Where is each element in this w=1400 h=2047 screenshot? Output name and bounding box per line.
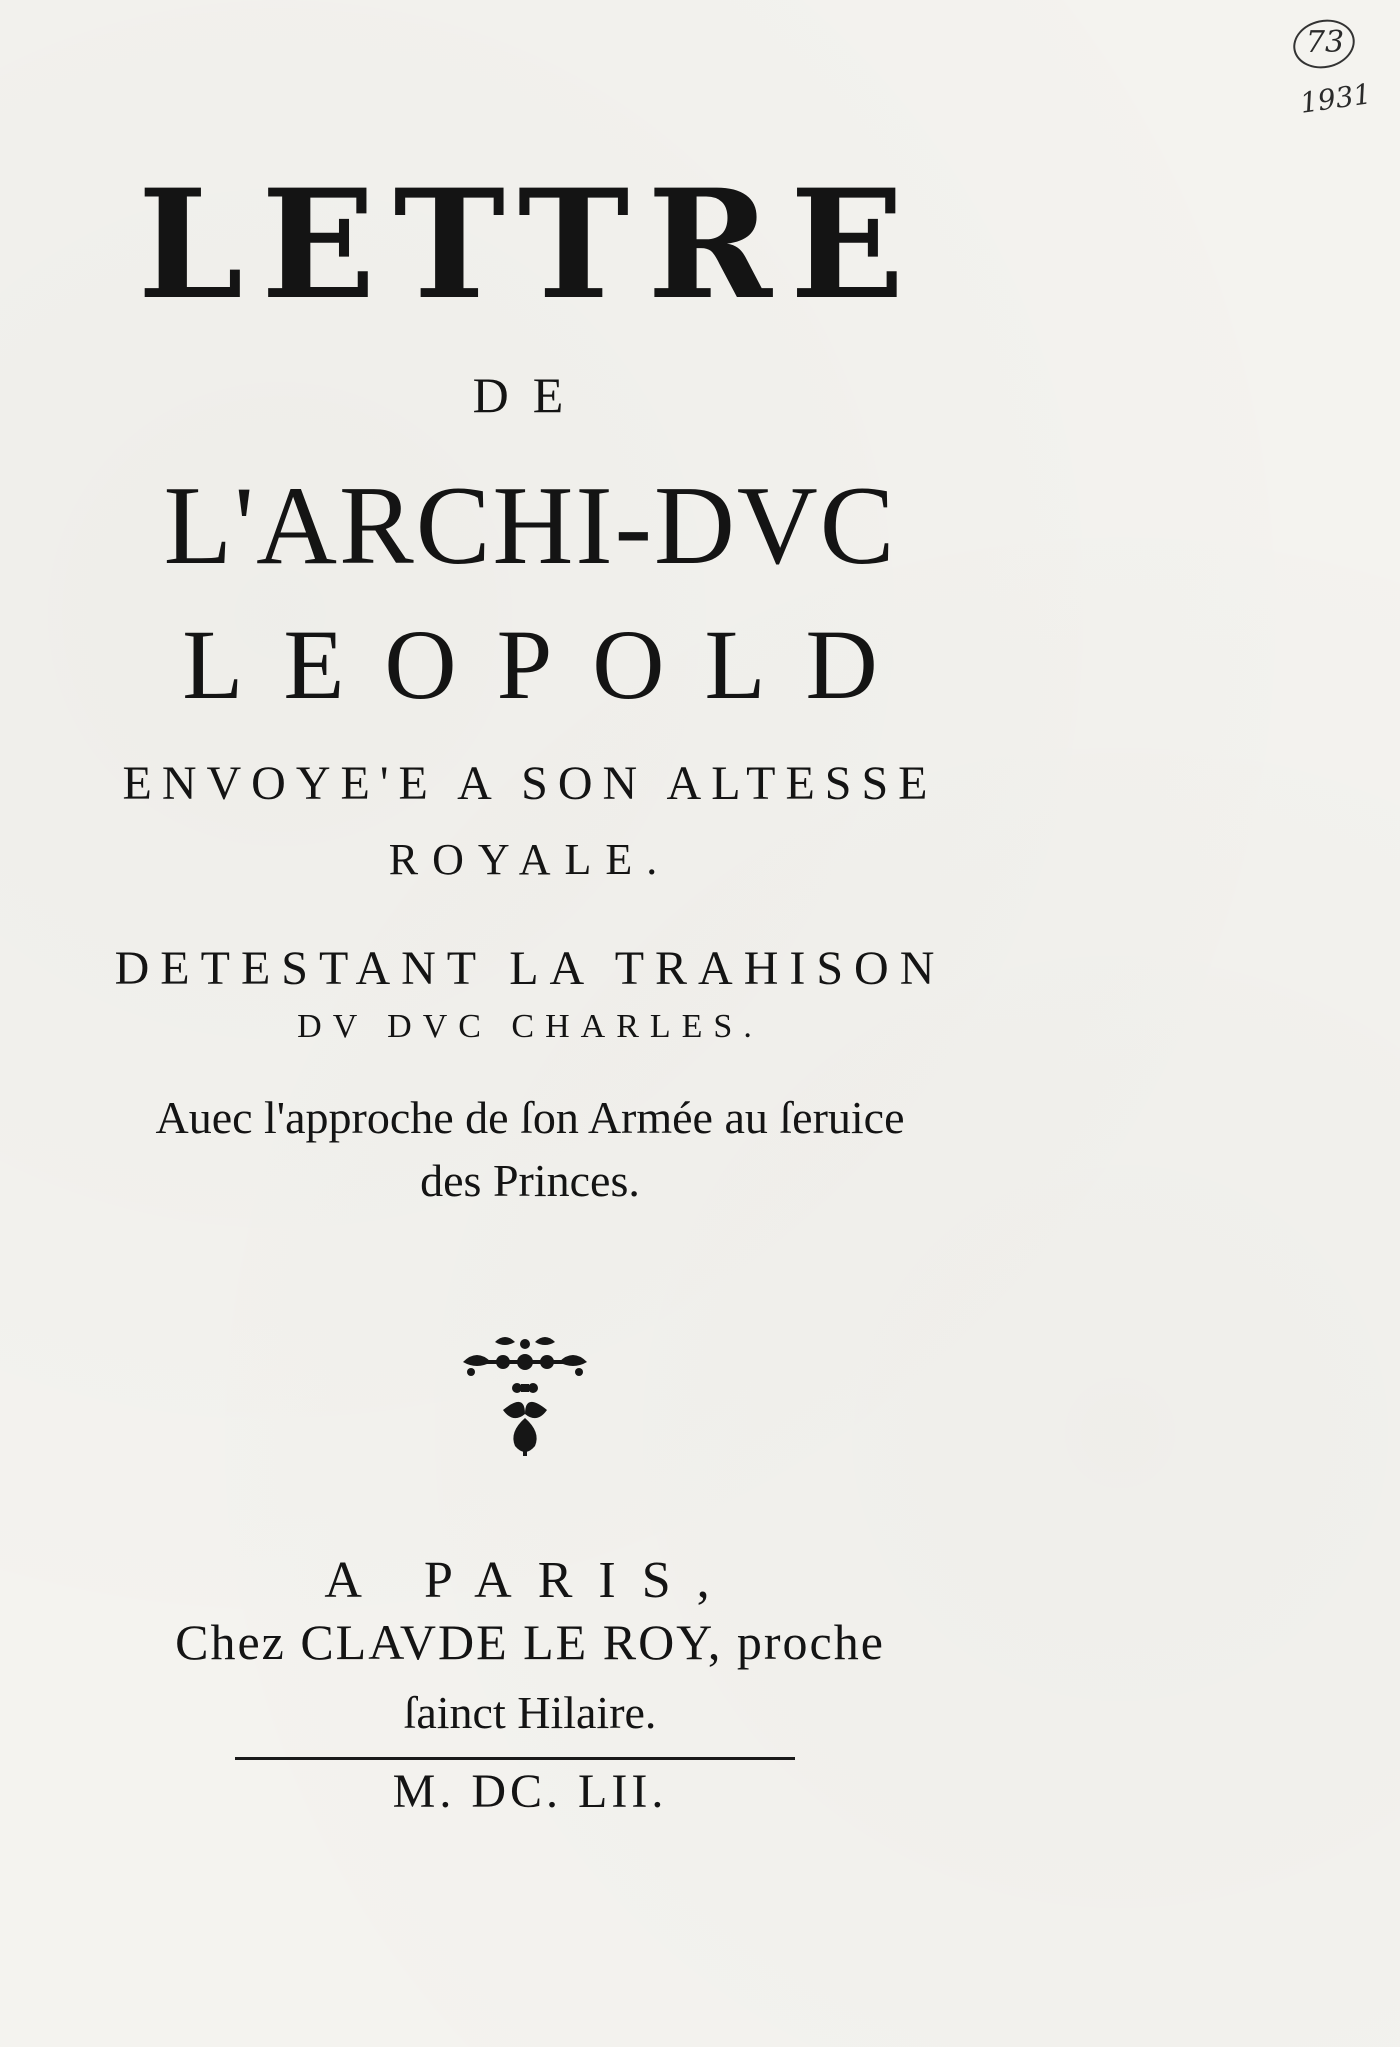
- description-line-2: des Princes.: [420, 1155, 640, 1206]
- handwritten-number: 1931: [1298, 77, 1374, 120]
- subtitle-envoyee: ENVOYE'E A SON ALTESSE: [122, 757, 938, 810]
- title-archiduc: L'ARCHI-DVC: [163, 464, 897, 588]
- description-line-1: Auec l'approche de ſon Armée au ſeruice: [155, 1092, 905, 1143]
- imprint-year: M. DC. LII.: [392, 1765, 668, 1818]
- main-title: LETTRE: [137, 157, 923, 333]
- fleuron-ornament-icon: [455, 1330, 595, 1460]
- horizontal-rule: [235, 1757, 795, 1760]
- title-de: DE: [472, 367, 588, 423]
- imprint-city: A PARIS,: [324, 1552, 736, 1609]
- subtitle-detestant: DETESTANT LA TRAHISON: [114, 942, 946, 995]
- subtitle-duc-charles: DV DVC CHARLES.: [297, 1008, 763, 1045]
- handwritten-circled-number: 73: [1305, 25, 1345, 60]
- subtitle-royale: ROYALE.: [388, 835, 672, 884]
- title-leopold: LEOPOLD: [182, 609, 918, 720]
- imprint-printer: Chez CLAVDE LE ROY, proche: [175, 1614, 885, 1670]
- imprint-location: ſainct Hilaire.: [403, 1687, 657, 1738]
